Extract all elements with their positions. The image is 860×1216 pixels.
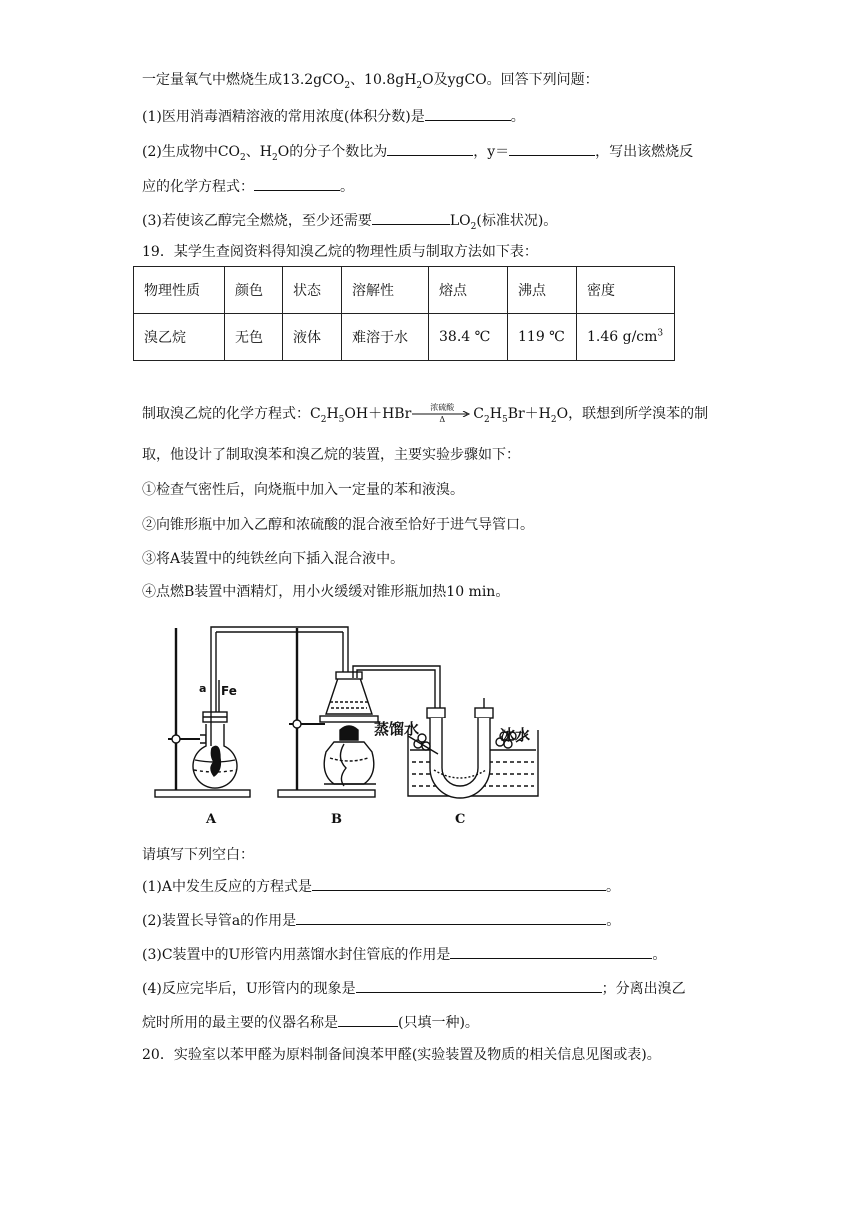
label-ice-water: 冰水: [500, 726, 531, 744]
answer-blank[interactable]: [356, 978, 602, 993]
label-fe: Fe: [221, 684, 237, 698]
table-cell: 38.4 ℃: [429, 314, 508, 361]
table-header-cell: 溶解性: [342, 267, 429, 314]
q19-title: 19．某学生查阅资料得知溴乙烷的物理性质与制取方法如下表：: [142, 244, 538, 260]
caption-a: A: [206, 812, 217, 827]
reaction-equation-line: 制取溴乙烷的化学方程式：$C_2H_5OH+HBr$ 浓硫酸 Δ $C_2H_5Br+H_2O$，联想到所学溴苯的制: [142, 403, 709, 425]
caption-c: C: [455, 812, 466, 827]
label-a: a: [199, 682, 207, 695]
q19-part4-cont: 烷时所用的最主要的仪器名称是 (只填一种)。: [142, 1012, 479, 1033]
step-3: ③将A装置中的纯铁丝向下插入混合液中。: [142, 551, 405, 567]
table-cell: 难溶于水: [342, 314, 429, 361]
fill-instruction: 请填写下列空白：: [142, 847, 254, 863]
answer-blank[interactable]: [296, 910, 606, 925]
table-cell: 溴乙烷: [134, 314, 225, 361]
q19-part4: (4)反应完毕后，U形管内的现象是 ；分离出溴乙: [142, 978, 686, 999]
apparatus-b: [278, 628, 440, 797]
table-header-cell: 物理性质: [134, 267, 225, 314]
table-header-row: [134, 267, 675, 314]
table-cell: 1.46 $g/cm^3$: [577, 314, 675, 361]
q20-title: 20．实验室以苯甲醛为原料制备间溴苯甲醛(实验装置及物质的相关信息见图或表)。: [142, 1047, 661, 1063]
q18-intro-line: 一定量氧气中燃烧生成13.2gCO$_2$、$10.8gH_2O$及ygCO。回答下列问题：: [142, 72, 599, 91]
answer-blank[interactable]: [425, 106, 511, 121]
answer-blank[interactable]: [450, 944, 652, 959]
q18-part1: (1)医用消毒酒精溶液的常用浓度(体积分数)是 。: [142, 106, 525, 127]
step-4: ④点燃B装置中酒精灯，用小火缓缓对锥形瓶加热10 min。: [142, 584, 510, 600]
table-header-cell: 沸点: [508, 267, 577, 314]
caption-b: B: [331, 812, 342, 827]
answer-blank[interactable]: [254, 176, 340, 191]
q19-part3: (3)C装置中的U形管内用蒸馏水封住管底的作用是 。: [142, 944, 666, 965]
answer-blank[interactable]: [312, 876, 606, 891]
q18-part3: (3)若使该乙醇完全燃烧，至少还需要 $LO_2$(标准状况)。: [142, 210, 557, 231]
apparatus-c: [408, 698, 538, 798]
reaction-arrow: 浓硫酸 Δ: [411, 404, 473, 424]
table-header-cell: 熔点: [429, 267, 508, 314]
apparatus-figure: [150, 618, 550, 833]
apparatus-a: [155, 627, 348, 797]
answer-blank[interactable]: [509, 141, 595, 156]
answer-blank[interactable]: [387, 141, 473, 156]
table-cell: 液体: [283, 314, 342, 361]
table-cell: 无色: [225, 314, 283, 361]
step-1: ①检查气密性后，向烧瓶中加入一定量的苯和液溴。: [142, 482, 464, 498]
table-header-cell: 状态: [283, 267, 342, 314]
answer-blank[interactable]: [372, 210, 450, 225]
table-cell: 119 ℃: [508, 314, 577, 361]
q19-part1: (1)A中发生反应的方程式是 。: [142, 876, 620, 897]
step-2: ②向锥形瓶中加入乙醇和浓硫酸的混合液至恰好于进气导管口。: [142, 517, 534, 533]
bromoethane-properties-table: [133, 266, 675, 361]
answer-blank[interactable]: [338, 1012, 398, 1027]
q19-part2: (2)装置长导管a的作用是 。: [142, 910, 620, 931]
q18-part2-cont: 应的化学方程式： 。: [142, 176, 354, 197]
q18-part2: (2)生成物中$CO_2$、$H_2O$的分子个数比为 ，y＝ ，写出该燃烧反: [142, 141, 693, 162]
table-header-cell: 密度: [577, 267, 675, 314]
table-header-cell: 颜色: [225, 267, 283, 314]
table-row: [134, 314, 675, 361]
label-distilled-water: 蒸馏水: [374, 720, 420, 738]
q19-continuation: 取，他设计了制取溴苯和溴乙烷的装置，主要实验步骤如下：: [142, 447, 520, 463]
